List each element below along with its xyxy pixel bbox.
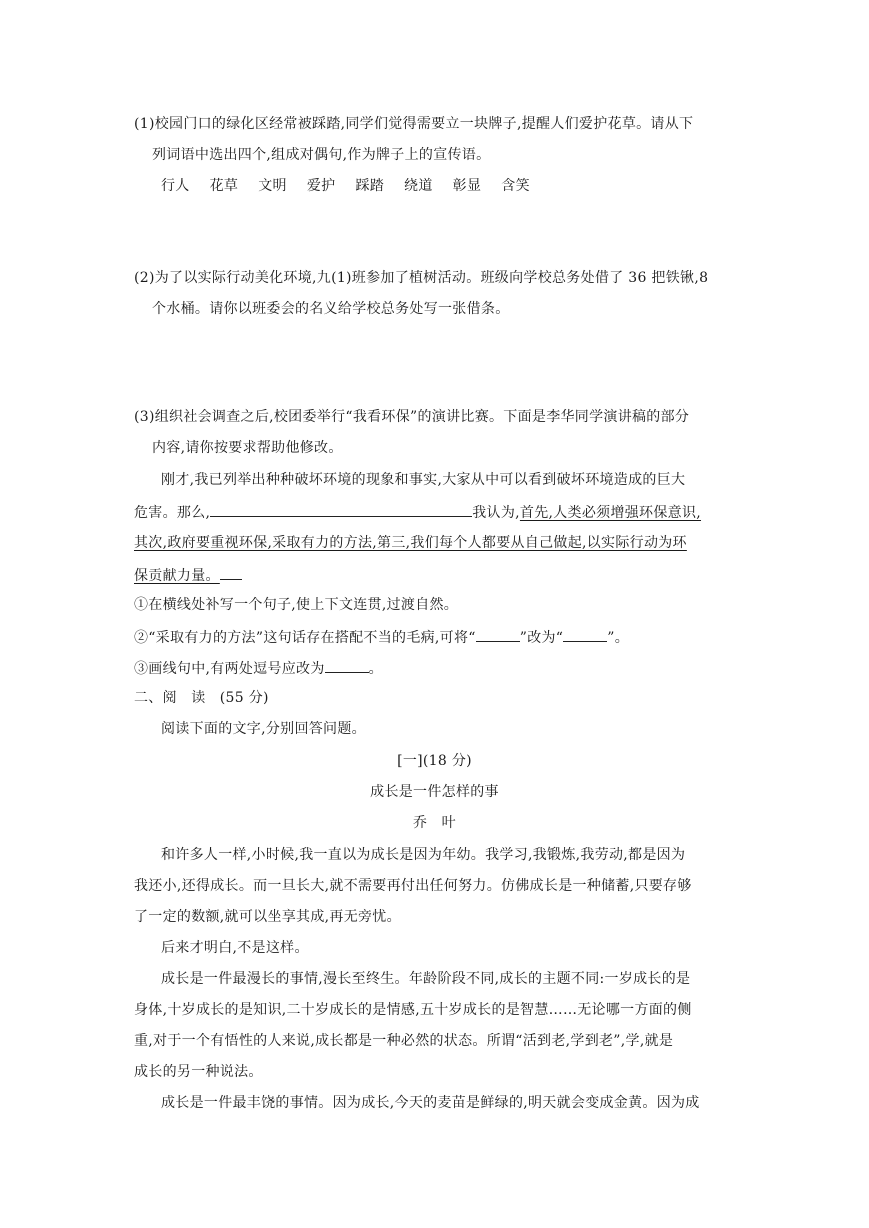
- speech-text: 危害。那么,: [134, 505, 211, 521]
- q3-line-2: 内容,请你按要求帮助他修改。: [152, 440, 343, 456]
- sub-question-1: ①在横线处补写一个句子,使上下文连贯,过渡自然。: [134, 597, 459, 613]
- article-paragraph-1: 了一定的数额,就可以坐享其成,再无旁忧。: [134, 909, 401, 925]
- speech-line-4: [134, 564, 242, 586]
- fill-blank-original[interactable]: [476, 626, 520, 642]
- q1-word-list: [161, 176, 550, 196]
- part-label: [一](18 分): [397, 753, 472, 769]
- word-item: 爱护: [306, 178, 336, 194]
- sub-question-text: ”。: [607, 630, 630, 646]
- q2-line-1: (2)为了以实际行动美化环境,九(1)班参加了植树活动。班级向学校总务处借了 36 把铁锹,8: [134, 270, 709, 286]
- word-item: 含笑: [501, 178, 530, 194]
- word-item: 行人: [161, 178, 190, 194]
- q1-line-2: 列词语中选出四个,组成对偶句,作为牌子上的宣传语。: [152, 147, 491, 163]
- fill-blank-replacement[interactable]: [563, 626, 607, 642]
- article-paragraph-3: 身体,十岁成长的是知识,二十岁成长的是情感,五十岁成长的是智慧……无论哪一方面的侧: [134, 1002, 692, 1018]
- article-paragraph-1: 和许多人一样,小时候,我一直以为成长是因为年幼。我学习,我锻炼,我劳动,都是因为: [161, 847, 686, 863]
- sub-question-text: ③画线句中,有两处逗号应改为: [134, 661, 325, 677]
- word-item: 绕道: [404, 178, 433, 194]
- article-paragraph-3: 成长是一件最漫长的事情,漫长至终生。年龄阶段不同,成长的主题不同:一岁成长的是: [161, 971, 691, 987]
- word-item: 文明: [258, 178, 287, 194]
- article-paragraph-3: 成长的另一种说法。: [134, 1064, 263, 1080]
- speech-text: 我认为,: [472, 505, 520, 521]
- fill-blank-sentence[interactable]: [210, 501, 472, 517]
- word-item: 彰显: [452, 178, 482, 194]
- q1-line-1: (1)校园门口的绿化区经常被踩踏,同学们觉得需要立一块牌子,提醒人们爱护花草。请从下: [134, 116, 694, 132]
- sub-question-text: 。: [368, 661, 383, 677]
- article-paragraph-3: 重,对于一个有悟性的人来说,成长都是一种必然的状态。所谓“活到老,学到老”,学,就是: [134, 1033, 674, 1049]
- article-author: 乔 叶: [413, 815, 456, 831]
- article-paragraph-4: 成长是一件最丰饶的事情。因为成长,今天的麦苗是鲜绿的,明天就会变成金黄。因为成: [161, 1095, 700, 1111]
- speech-line-2: [134, 501, 701, 523]
- word-item: 踩踏: [355, 178, 385, 194]
- article-paragraph-1: 我还小,还得成长。而一旦长大,就不需要再付出任何努力。仿佛成长是一种储蓄,只要存够: [134, 878, 692, 894]
- sub-question-text: ”改为“: [519, 630, 564, 646]
- speech-line-1: 刚才,我已列举出种种破坏环境的现象和事实,大家从中可以看到破坏环境造成的巨大: [161, 472, 686, 488]
- underlined-sentence: 首先,人类必须增强环保意识,: [519, 505, 702, 521]
- underlined-sentence: 保贡献力量。: [134, 568, 220, 584]
- q2-line-2: 个水桶。请你以班委会的名义给学校总务处写一张借条。: [152, 301, 510, 317]
- underline-tail: [220, 564, 242, 580]
- sub-question-2: [134, 626, 629, 648]
- sub-question-3: [134, 657, 383, 679]
- article-paragraph-2: 后来才明白,不是这样。: [161, 940, 309, 956]
- section-instruction: 阅读下面的文字,分别回答问题。: [161, 721, 366, 737]
- q3-line-1: (3)组织社会调查之后,校团委举行“我看环保”的演讲比赛。下面是李华同学演讲稿的部分: [134, 409, 690, 425]
- fill-blank-punctuation[interactable]: [325, 657, 369, 673]
- underlined-sentence: 其次,政府要重视环保,采取有力的方法,第三,我们每个人都要从自己做起,以实际行动为环: [134, 535, 687, 551]
- article-title: 成长是一件怎样的事: [370, 784, 499, 800]
- sub-question-text: ②“采取有力的方法”这句话存在搭配不当的毛病,可将“: [134, 630, 476, 646]
- section-heading: 二、阅 读 (55 分): [134, 690, 269, 706]
- word-item: 花草: [209, 178, 239, 194]
